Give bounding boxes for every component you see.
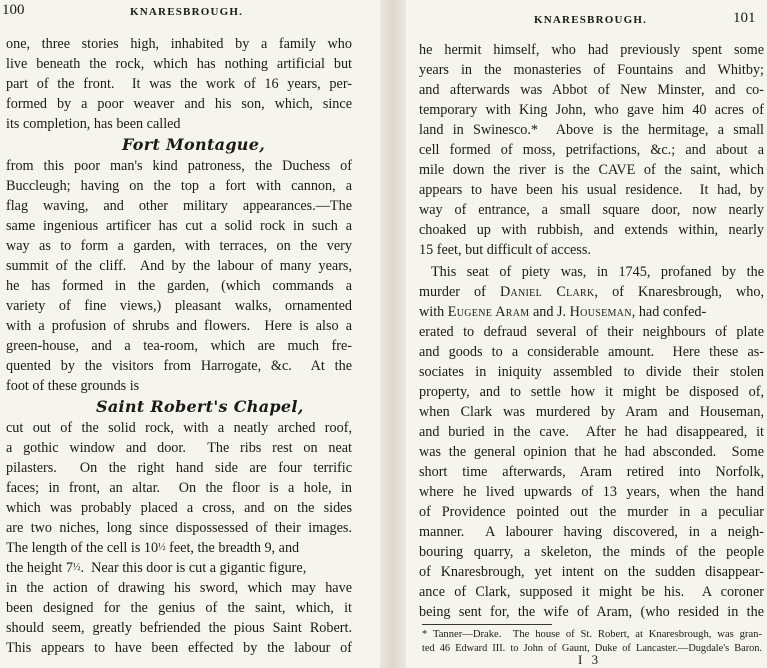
text-line: This appears to have been effected by the labour of xyxy=(6,640,352,656)
text-line: faces; in front, an altar. On the floor is a hole, in xyxy=(6,480,352,496)
text-line: in the action of drawing his sword, which may have xyxy=(6,580,352,596)
text-line: where he lived upwards of 13 years, when the hand xyxy=(419,484,764,500)
text-fragment: and J. xyxy=(529,304,570,320)
fraction-half: ½ xyxy=(72,562,81,573)
text-line: way as to form a garden, with terraces, on the very xyxy=(6,238,352,254)
text-line: This seat of piety was, in 1745, profaned by the xyxy=(431,264,764,280)
text-line-cell-length xyxy=(6,538,352,558)
text-line: pilasters. On the right hand side are four terrific xyxy=(6,460,352,476)
text-line: which was probably placed a cross, and on the sides xyxy=(6,500,352,516)
text-line: from this poor man's kind patroness, the Duchess of xyxy=(6,158,352,174)
text-line: temporary with King John, who gave him 40 acres of xyxy=(419,102,764,118)
text-line: and afterwards was Abbot of New Minster, and co- xyxy=(419,82,764,98)
text-line: land in Swinesco.* Above is the hermitage, a small xyxy=(419,122,764,138)
text-fragment: feet, the breadth 9, and xyxy=(165,540,300,556)
text-line: are two niches, long since dispossessed of their images. xyxy=(6,520,352,536)
text-line: variety of fine views,) pleasant walks, ornamented xyxy=(6,298,352,314)
text-line: property, and to settle how it might be disposed of, xyxy=(419,384,764,400)
text-line: was the general opinion that he had absconded. Some xyxy=(419,444,764,460)
section-heading-saint-roberts-chapel: Saint Robert's Chapel, xyxy=(96,397,304,416)
text-fragment: The length of the cell is 10 xyxy=(6,540,159,556)
name-daniel-clark: Daniel Clark xyxy=(499,284,595,300)
left-page xyxy=(0,0,380,668)
text-line: flag waving, and other military appearances.—The xyxy=(6,198,352,214)
text-line: Buccleugh; having on the top a fort with cannon, a xyxy=(6,178,352,194)
text-line: cut out of the solid rock, with a neatly arched roof, xyxy=(6,420,352,436)
text-line-eugene-aram xyxy=(419,302,764,322)
text-fragment: , had confed- xyxy=(631,304,707,320)
text-line: of Knaresbrough, yet intent on the sudden disappear- xyxy=(419,564,764,580)
text-line: been designed for the genius of the saint, which, it xyxy=(6,600,352,616)
text-fragment: . Near this door is cut a gigantic figure, xyxy=(80,560,307,576)
name-eugene-aram: Eugene Aram xyxy=(447,304,530,320)
text-line: manner. A labourer having discovered, in a neigh- xyxy=(419,524,764,540)
text-line: formed by a poor weaver and his son, which, since xyxy=(6,96,352,112)
text-line: quented by the visitors from Harrogate, &c. At the xyxy=(6,358,352,374)
fraction-half: ½ xyxy=(158,542,166,553)
text-line: 15 feet, but difficult of access. xyxy=(419,242,591,258)
text-line: he has formed in the garden, (which commands a xyxy=(6,278,352,294)
book-gutter xyxy=(380,0,406,668)
text-line: live beneath the rock, which has nothing artificial but xyxy=(6,56,352,72)
running-title-left: KNARESBROUGH. xyxy=(130,6,244,18)
running-title-right: KNARESBROUGH. xyxy=(534,14,648,26)
text-fragment: , of Knaresbrough, who, xyxy=(594,284,764,300)
text-line: and goods to a considerable amount. Here these as- xyxy=(419,344,764,360)
text-line: appears to have been his usual residence. It had, by xyxy=(419,182,764,198)
text-line: summit of the cliff. And by the labour of many years, xyxy=(6,258,352,274)
text-line: cell formed of moss, petrifactions, &c.; and about a xyxy=(419,142,764,158)
text-line: foot of these grounds is xyxy=(6,378,140,394)
text-line-cell-height xyxy=(6,558,352,578)
text-line-daniel-clark xyxy=(419,282,764,302)
name-houseman: Houseman xyxy=(569,304,632,320)
footnote-line: ted 46 Edward III. to John of Gaunt, Duke of Lancaster.—Dugdale's Baron. xyxy=(422,643,762,654)
text-line: bouring quarry, a skeleton, the minds of the people xyxy=(419,544,764,560)
text-fragment: with xyxy=(419,304,448,320)
text-line: choaked up with rubbish, and extends within, nearly xyxy=(419,222,764,238)
text-line: ance of Clark, supposed it might be his. A coroner xyxy=(419,584,764,600)
page-number-right: 101 xyxy=(733,10,756,26)
signature-mark: I 3 xyxy=(578,652,602,667)
text-line: years in the monasteries of Fountains and Whitby; xyxy=(419,62,764,78)
text-line: short time afterwards, Aram retired into Norfolk, xyxy=(419,464,764,480)
text-line: same ingenious artificer has cut a solid rock in such a xyxy=(6,218,352,234)
text-line: he hermit himself, who had previously spent some xyxy=(419,42,764,58)
text-line: green-house, and a tea-room, which are much fre- xyxy=(6,338,352,354)
text-line: being sent for, the wife of Aram, (who resided in the xyxy=(419,604,764,620)
text-line: when Clark was murdered by Aram and Houseman, xyxy=(419,404,764,420)
right-page xyxy=(406,0,767,668)
text-line: its completion, has been called xyxy=(6,116,181,132)
footnote-line: * Tanner—Drake. The house of St. Robert, at Knaresbrough, was gran- xyxy=(422,629,762,640)
text-line: with a profusion of shrubs and flowers. Here is also a xyxy=(6,318,352,334)
section-heading-fort-montague: Fort Montague, xyxy=(122,135,266,154)
text-line: sociates in iniquity assembled to divide their stolen xyxy=(419,364,764,380)
text-line: one, three stories high, inhabited by a family who xyxy=(6,36,352,52)
text-line: mile down the river is the CAVE of the saint, which xyxy=(419,162,764,178)
text-line: and buried in the cave. After he had disappeared, it xyxy=(419,424,764,440)
text-line: should seem, greatly befriended the pious Saint Robert. xyxy=(6,620,352,636)
text-line: way of entrance, a small square door, now nearly xyxy=(419,202,764,218)
text-line: a gothic window and door. The ribs rest on neat xyxy=(6,440,352,456)
footnote-rule xyxy=(422,624,552,625)
text-fragment: the height 7 xyxy=(6,560,73,576)
text-line: part of the front. It was the work of 16 years, per- xyxy=(6,76,352,92)
text-fragment: murder of xyxy=(419,284,500,300)
text-line: of Providence pointed out the murder in a peculiar xyxy=(419,504,764,520)
text-line: erated to defraud several of their neighbours of plate xyxy=(419,324,764,340)
page-number-left: 100 xyxy=(2,2,25,18)
